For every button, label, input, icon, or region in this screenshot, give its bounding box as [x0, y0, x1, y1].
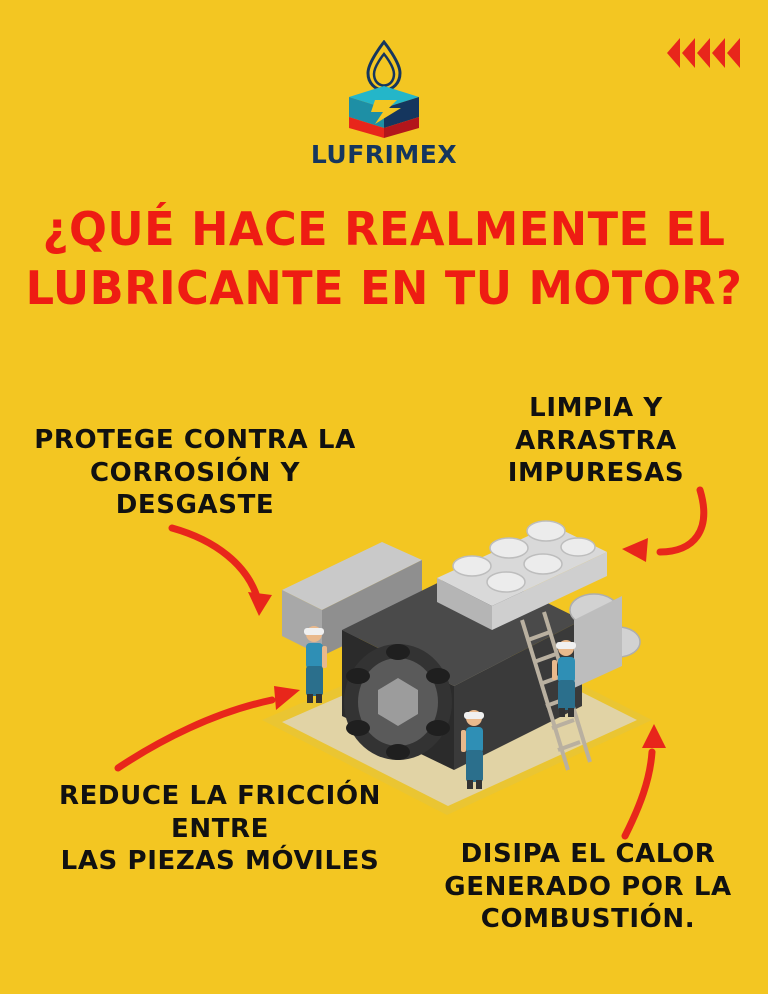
callout-friccion-line-1: REDUCE LA FRICCIÓN ENTRE [58, 781, 382, 844]
logo-mark [341, 40, 427, 136]
callout-limpia-line-2: IMPURESAS [507, 458, 685, 488]
brand-name: LUFRIMEX [310, 140, 458, 169]
callout-calor-line-3: COMBUSTIÓN. [480, 904, 696, 934]
callout-calor-line-2: GENERADO POR LA [444, 871, 732, 902]
brand-logo [0, 40, 768, 169]
page-title [12, 200, 757, 318]
callout-protege-line-2: CORROSIÓN Y DESGASTE [89, 457, 301, 520]
headline-line-2: LUBRICANTE EN TU MOTOR? [25, 260, 743, 315]
headline-line-1: ¿QUÉ HACE REALMENTE EL [42, 202, 726, 256]
callout-calor [438, 838, 738, 936]
engine-illustration [222, 470, 672, 830]
v8-engine-block-with-workers [222, 470, 672, 830]
callout-limpia-line-1: LIMPIA Y ARRASTRA [515, 393, 677, 456]
callout-protege-line-1: PROTEGE CONTRA LA [34, 425, 356, 455]
callout-friccion-line-2: LAS PIEZAS MÓVILES [60, 846, 380, 876]
cube-icon [345, 84, 423, 140]
callout-calor-line-1: DISIPA EL CALOR [460, 839, 716, 869]
